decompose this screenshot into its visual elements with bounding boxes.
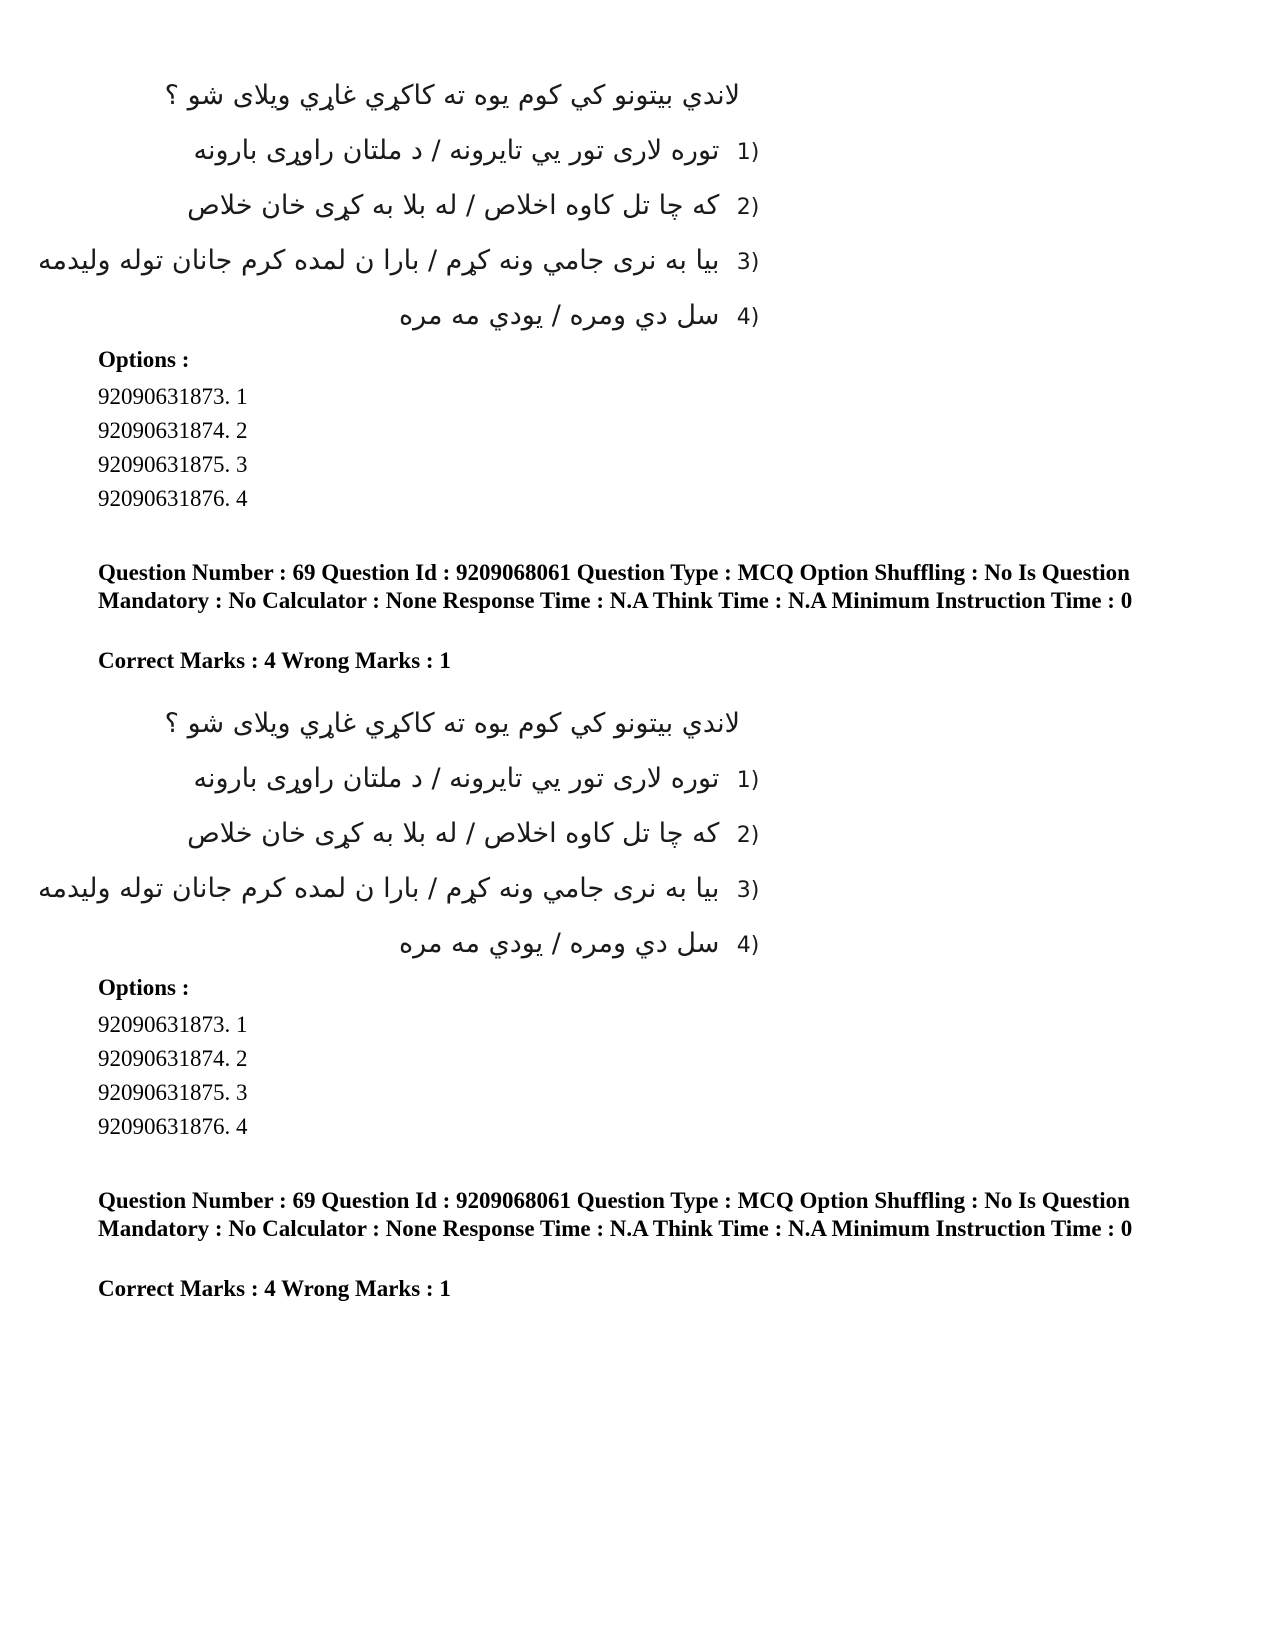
options-label: Options : xyxy=(98,347,190,372)
option-item: 92090631874. 2 xyxy=(98,1046,248,1071)
item-text: سل دي ومره / يودي مه مره xyxy=(398,300,720,331)
option-item: 92090631873. 1 xyxy=(98,384,248,409)
question-item xyxy=(128,751,768,806)
question-prompt: لاندي بيتونو کي کوم يوه ته کاکړي غاړي ويلای شو ؟ xyxy=(164,708,740,739)
question-item xyxy=(38,861,768,916)
question-item xyxy=(128,916,768,971)
item-text: که چا تل کاوه اخلاص / له بلا به کړی خان خلاص xyxy=(187,818,720,849)
question-marks: Correct Marks : 4 Wrong Marks : 1 xyxy=(98,648,451,673)
item-text: بيا به نری جامي ونه کړم / بارا ن لمده کرم جانان توله وليدمه xyxy=(38,245,720,276)
item-number: 4) xyxy=(736,305,760,330)
item-number: 2) xyxy=(736,823,760,848)
item-text: سل دي ومره / يودي مه مره xyxy=(398,928,720,959)
item-text: توره لاری تور يي تايرونه / د ملتان راوړی بارونه xyxy=(193,135,720,166)
question-prompt: لاندي بيتونو کي کوم يوه ته کاکړي غاړي ويلای شو ؟ xyxy=(164,80,740,111)
item-text: توره لاری تور يي تايرونه / د ملتان راوړی بارونه xyxy=(193,763,720,794)
question-item xyxy=(128,806,768,861)
options-list xyxy=(98,1008,248,1144)
item-text: بيا به نری جامي ونه کړم / بارا ن لمده کرم جانان توله وليدمه xyxy=(38,873,720,904)
option-item: 92090631874. 2 xyxy=(98,418,248,443)
question-item xyxy=(128,123,768,178)
option-item: 92090631876. 4 xyxy=(98,1114,248,1139)
item-number: 4) xyxy=(736,933,760,958)
question-item xyxy=(128,178,768,233)
item-number: 1) xyxy=(736,768,760,793)
item-number: 2) xyxy=(736,195,760,220)
option-item: 92090631873. 1 xyxy=(98,1012,248,1037)
option-item: 92090631876. 4 xyxy=(98,486,248,511)
question-item xyxy=(38,233,768,288)
item-text: که چا تل کاوه اخلاص / له بلا به کړی خان خلاص xyxy=(187,190,720,221)
question-item xyxy=(128,288,768,343)
item-number: 3) xyxy=(736,250,760,275)
options-list xyxy=(98,380,248,516)
options-label: Options : xyxy=(98,975,190,1000)
question-metadata: Question Number : 69 Question Id : 9209068061 Question Type : MCQ Option Shuffling : No Is Question Mandatory : No Calculator : None Response Time : N.A Think Time : N.A Minimum Instruction Time : 0 xyxy=(98,560,1133,613)
question-metadata: Question Number : 69 Question Id : 9209068061 Question Type : MCQ Option Shuffling : No Is Question Mandatory : No Calculator : None Response Time : N.A Think Time : N.A Minimum Instruction Time : 0 xyxy=(98,1188,1133,1241)
question-text-block xyxy=(38,68,768,343)
item-number: 1) xyxy=(736,140,760,165)
option-item: 92090631875. 3 xyxy=(98,452,248,477)
question-text-block xyxy=(38,696,768,971)
question-marks: Correct Marks : 4 Wrong Marks : 1 xyxy=(98,1276,451,1301)
option-item: 92090631875. 3 xyxy=(98,1080,248,1105)
item-number: 3) xyxy=(736,878,760,903)
